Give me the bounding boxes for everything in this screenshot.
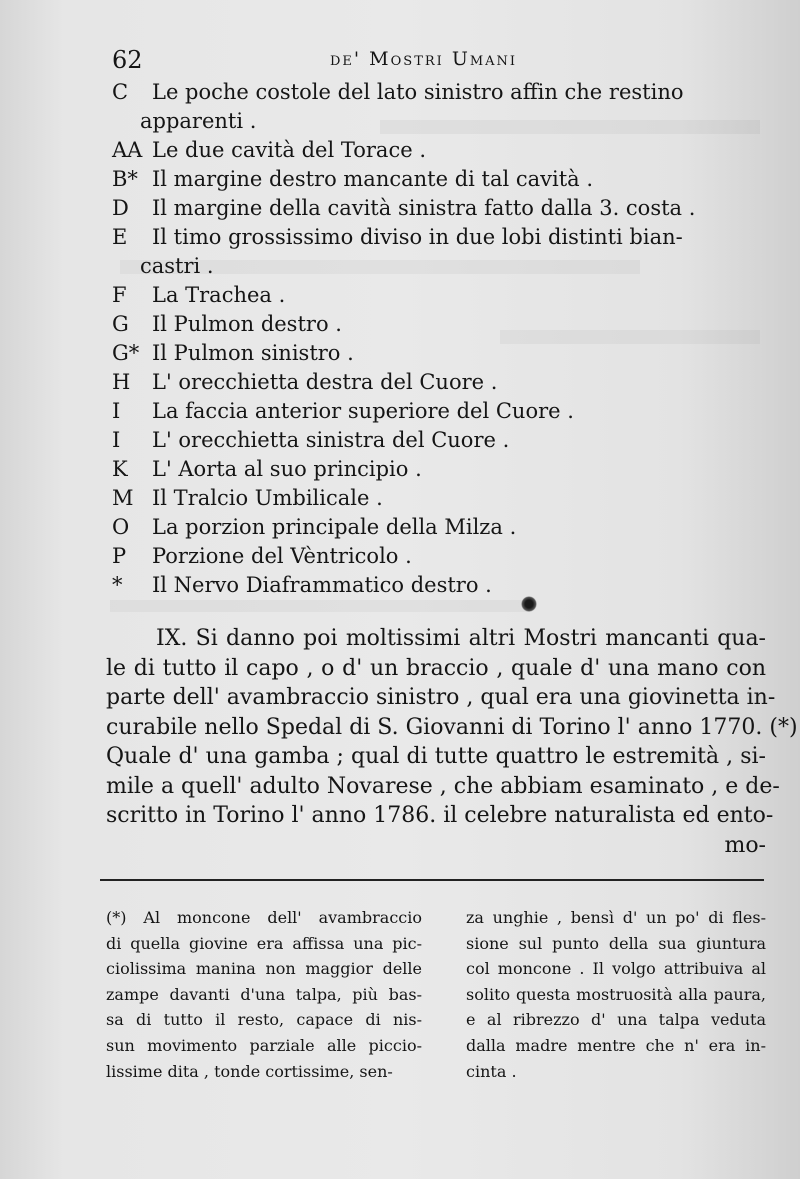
paragraph-ix: [106, 624, 798, 860]
body-line: mile a quell' adulto Novarese , che abbiam esaminato , e de-: [106, 773, 780, 799]
footnote-line: sione sul punto della sua giuntura: [466, 933, 766, 953]
legend-row: [112, 136, 762, 165]
legend-row: [112, 542, 762, 571]
legend-text: Il margine destro mancante di tal cavità .: [152, 167, 594, 191]
legend-key: I: [112, 428, 121, 452]
show-through-mark: [110, 600, 530, 612]
legend-text: La porzion principale della Milza .: [152, 515, 517, 539]
footnote-line: e al ribrezzo d' una talpa veduta: [466, 1010, 766, 1030]
footnote-right-column: [466, 905, 766, 1084]
footnote-line: cinta .: [466, 1061, 517, 1081]
legend-row: [112, 223, 762, 252]
figure-legend: [112, 78, 762, 600]
legend-row: [112, 368, 762, 397]
footnote-left-column: [106, 905, 422, 1084]
legend-key: H: [112, 370, 131, 394]
legend-key: D: [112, 196, 129, 220]
legend-key: C: [112, 80, 129, 104]
body-line: Quale d' una gamba ; qual di tutte quattro le estremità , si-: [106, 744, 766, 769]
footnote-line: ciolissima manina non maggior delle: [106, 959, 422, 979]
legend-text: Il Pulmon destro .: [152, 312, 342, 336]
footnote-line: za unghie , bensì d' un po' di fles-: [466, 908, 766, 927]
legend-row: [112, 455, 762, 484]
footnote-line: lissime dita , tonde cortissime, sen-: [106, 1061, 393, 1081]
legend-text: L' orecchietta sinistra del Cuore .: [152, 428, 510, 452]
legend-row: [112, 281, 762, 310]
legend-key: G: [112, 312, 129, 336]
body-line: IX. Si danno poi moltissimi altri Mostri mancanti qua-: [156, 626, 766, 651]
legend-row: [112, 397, 762, 426]
legend-row: [112, 484, 762, 513]
legend-text: Il timo grossissimo diviso in due lobi distinti bian-: [152, 225, 683, 249]
legend-text: Il Tralcio Umbilicale .: [152, 486, 383, 510]
legend-key: B*: [112, 167, 138, 191]
footnote-line: (*) Al moncone dell' avambraccio: [106, 908, 422, 927]
legend-key: K: [112, 457, 128, 481]
footnote-line: dalla madre mentre che n' era in-: [466, 1035, 766, 1055]
legend-row: [112, 194, 762, 223]
legend-row: [112, 310, 762, 339]
footnote-line: solito questa mostruosità alla paura,: [466, 984, 766, 1004]
footnote-rule: [100, 879, 764, 881]
legend-text: Le poche costole del lato sinistro affin che restino: [152, 80, 684, 104]
legend-key: *: [112, 573, 123, 597]
legend-continuation: apparenti .: [140, 109, 257, 133]
running-head: de' Mostri Umani: [330, 48, 518, 70]
legend-text: La faccia anterior superiore del Cuore .: [152, 399, 574, 423]
legend-text: Porzione del Vèntricolo .: [152, 544, 412, 568]
footnote-line: sa di tutto il resto, capace di nis-: [106, 1010, 422, 1030]
body-line: parte dell' avambraccio sinistro , qual era una giovinetta in-: [106, 685, 776, 710]
legend-row: [112, 165, 762, 194]
footnote-line: sun movimento parziale alle piccio-: [106, 1035, 422, 1055]
legend-text: Il Nervo Diaframmatico destro .: [152, 573, 492, 597]
body-line: scritto in Torino l' anno 1786. il celebre naturalista ed ento-: [106, 803, 774, 828]
body-line: curabile nello Spedal di S. Giovanni di Torino l' anno 1770. (*): [106, 714, 798, 740]
legend-key: F: [112, 283, 127, 307]
footnote-line: col moncone . Il volgo attribuiva al: [466, 959, 766, 979]
legend-continuation: castri .: [140, 254, 214, 278]
legend-text: La Trachea .: [152, 283, 286, 307]
footnote-line: zampe davanti d'una talpa, più bas-: [106, 984, 422, 1004]
legend-key: I: [112, 399, 121, 423]
legend-key: O: [112, 515, 130, 539]
legend-text: L' orecchietta destra del Cuore .: [152, 370, 498, 394]
page-number: 62: [112, 46, 143, 74]
legend-text: Le due cavità del Torace .: [152, 138, 426, 162]
body-line: le di tutto il capo , o d' un braccio , quale d' una mano con: [106, 655, 766, 681]
legend-row: [112, 426, 762, 455]
body-line: mo-: [724, 832, 766, 858]
legend-key: E: [112, 225, 128, 249]
legend-key: AA: [112, 138, 143, 162]
legend-key: P: [112, 544, 127, 568]
legend-key: G*: [112, 341, 140, 365]
ornament-icon: [521, 596, 537, 612]
legend-text: Il margine della cavità sinistra fatto dalla 3. costa .: [152, 196, 696, 220]
legend-text: L' Aorta al suo principio .: [152, 457, 422, 481]
legend-row: [112, 339, 762, 368]
footnote-line: di quella giovine era affissa una pic-: [106, 933, 422, 953]
legend-text: Il Pulmon sinistro .: [152, 341, 354, 365]
legend-row: [112, 78, 762, 107]
legend-row: [112, 513, 762, 542]
legend-row: [112, 571, 762, 600]
legend-key: M: [112, 486, 134, 510]
